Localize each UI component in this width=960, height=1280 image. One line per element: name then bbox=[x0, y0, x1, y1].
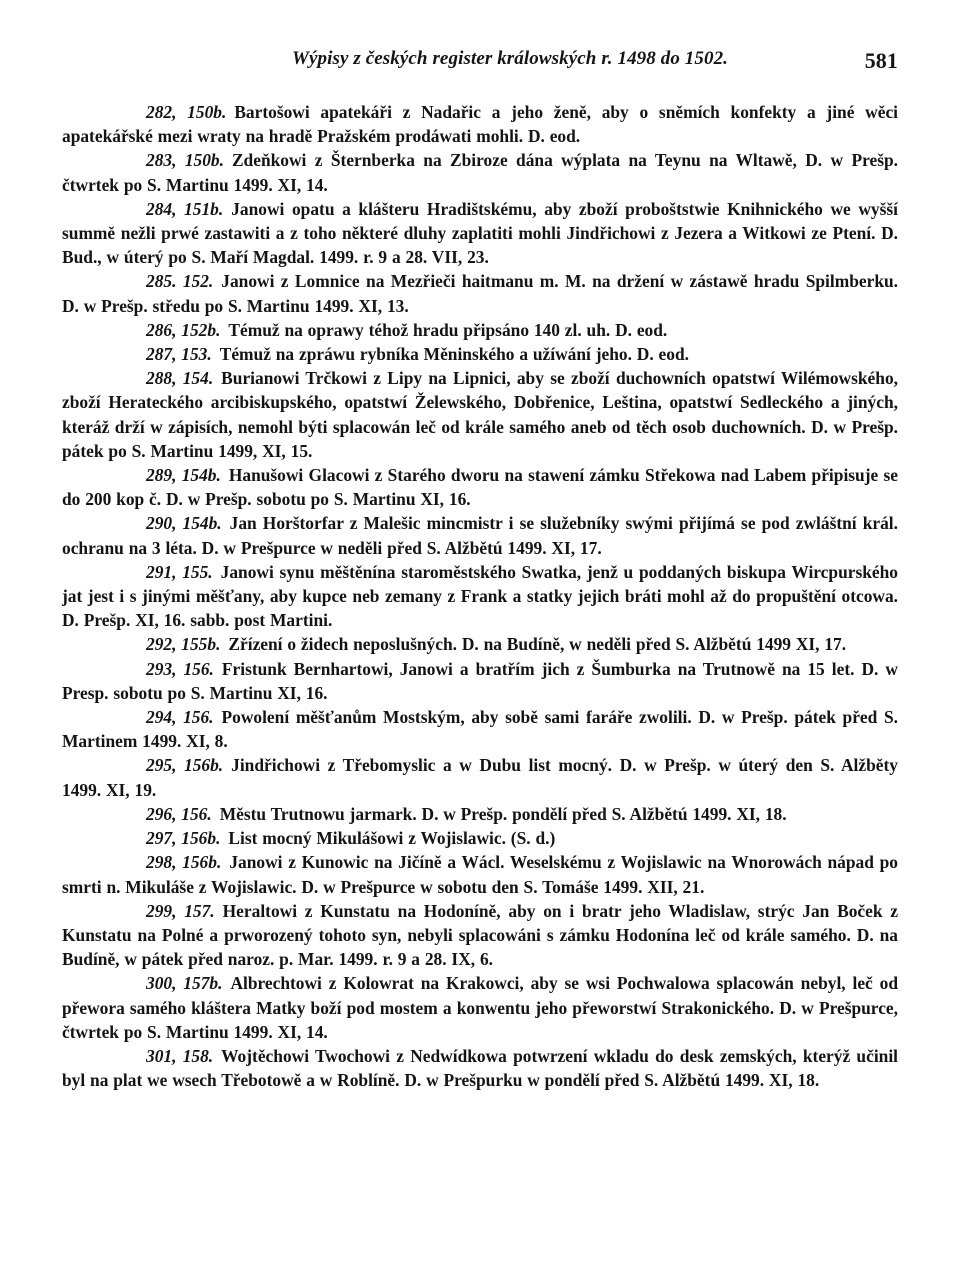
entry-reference: 287, 153. bbox=[146, 344, 212, 365]
entry-text: Powolení měšťanům Mostským, aby sobě sami faráře zwolili. D. w Prešp. pátek před S. Martinem 1499. XI, 8. bbox=[62, 707, 898, 752]
entry-reference: 298, 156b. bbox=[146, 852, 222, 873]
entry-text: Janowi synu měštěnína staroměstského Swatka, jenž u poddaných biskupa Wircpurského jat jest i s jinými měšťany, aby kupce neb zemany z Frank a statky jejich bráti mohl až do propuštění otcowa. D. Prešp. XI, 16. sabb. post Martini. bbox=[62, 561, 898, 631]
entry-text: Hanušowi Glacowi z Starého dworu na stawení zámku Střekowa nad Labem připisuje se do 200 kop č. D. w Prešp. sobotu po S. Martinu XI, 16. bbox=[62, 465, 898, 510]
entry-text: Fristunk Bernhartowi, Janowi a bratřím jich z Šumburka na Trutnowě na 15 let. D. w Presp. sobotu po S. Martinu XI, 16. bbox=[62, 658, 898, 703]
entry-text: Městu Trutnowu jarmark. D. w Prešp. pondělí před S. Alžbětú 1499. XI, 18. bbox=[219, 803, 787, 824]
register-entry bbox=[62, 318, 898, 342]
entry-reference: 293, 156. bbox=[146, 658, 214, 679]
entry-text: Janowi z Lomnice na Mezřieči haitmanu m. M. na držení w zástawě hradu Spilmberku. D. w Prešp. středu po S. Martinu 1499. XI, 13. bbox=[62, 271, 899, 316]
entry-text: Zřízení o židech neposlušných. D. na Budíně, w neděli před S. Alžbětú 1499 XI, 17. bbox=[228, 634, 847, 655]
entry-reference: 284, 151b. bbox=[146, 198, 224, 219]
register-entry bbox=[62, 753, 898, 801]
register-entry bbox=[62, 148, 898, 196]
register-entry bbox=[62, 899, 898, 972]
register-entry bbox=[62, 850, 898, 898]
entry-text: Heraltowi z Kunstatu na Hodoníně, aby on i bratr jeho Wladislaw, strýc Jan Boček z Kunstatu na Polné a prworozený tohoto syn, nebyli splacowáni s zámku Hodonína leč od krále samého. D. na Budíně, w pátek před naroz. p. Mar. 1499. r. 9 a 28. IX, 6. bbox=[62, 900, 899, 970]
register-entry bbox=[62, 511, 898, 559]
entry-reference: 290, 154b. bbox=[146, 513, 222, 534]
register-entry bbox=[62, 802, 898, 826]
entry-text: Janowi opatu a klášteru Hradištskému, aby zboží proboštstwie Knihnického we wyšší summě nežli prwé zastawiti a z toho některé dluhy zaplatiti mohli Jindřichowi z Jezera a Witkowi ze Ptení. D. Bud., w úterý po S. Maří Magdal. 1499. r. 9 a 28. VII, 23. bbox=[62, 198, 898, 268]
running-title: Wýpisy z českých register králowských r. 1498 do 1502. bbox=[291, 48, 729, 69]
entry-text: Jan Horštorfar z Malešic mincmistr i se služebníky swými přijímá se pod zwláštní král. ochranu na 3 léta. D. w Prešpurce w neděli před S. Alžbětú 1499. XI, 17. bbox=[62, 513, 898, 558]
entry-reference: 288, 154. bbox=[146, 368, 214, 389]
register-entry bbox=[62, 826, 898, 850]
entry-reference: 301, 158. bbox=[146, 1045, 214, 1066]
entry-text: Janowi z Kunowic na Jičíně a Wácl. Weselskému z Wojislawic na Wnorowách nápad po smrti n. Mikuláše z Wojislawic. D. w Prešpurce w sobotu den S. Tomáše 1499. XII, 21. bbox=[62, 852, 898, 897]
register-entry bbox=[62, 560, 898, 633]
register-entry bbox=[62, 463, 898, 511]
entry-text: Albrechtowi z Kolowrat na Krakowci, aby se wsi Pochwalowa splacowán nebyl, leč od přewora samého kláštera Matky boží pod mostem a konwentu jeho přeworstwí Strakonického. D. w Prešpurce, čtwrtek po S. Martinu 1499. XI, 14. bbox=[62, 973, 898, 1042]
entry-text: Bartošowi apatekáři z Nadařic a jeho ženě, aby o sněmích konfekty a jiné wěci apatekářské mezi wraty na hradě Pražském prodáwati mohli. D. eod. bbox=[62, 102, 898, 147]
entry-reference: 297, 156b. bbox=[146, 828, 221, 849]
entry-reference: 292, 155b. bbox=[146, 634, 221, 655]
entry-reference: 291, 155. bbox=[146, 561, 213, 582]
register-entry bbox=[62, 971, 898, 1044]
entry-text: List mocný Mikulášowi z Wojislawic. (S. d.) bbox=[228, 828, 556, 849]
entry-reference: 282, 150b. bbox=[146, 102, 227, 122]
register-entry bbox=[62, 657, 898, 705]
entry-text: Wojtěchowi Twochowi z Nedwídkowa potwrzení wkladu do desk zemských, kterýž učinil byl na plat we wsech Třebotowě a w Roblíně. D. w Prešpurku w pondělí před S. Alžbětú 1499. XI, 18. bbox=[62, 1045, 898, 1091]
entry-reference: 283, 150b. bbox=[146, 150, 224, 171]
register-entry bbox=[62, 100, 898, 148]
register-entries bbox=[62, 100, 898, 1092]
entry-reference: 296, 156. bbox=[146, 803, 212, 824]
register-entry bbox=[62, 366, 898, 463]
entry-reference: 295, 156b. bbox=[146, 755, 224, 776]
register-entry bbox=[62, 269, 898, 317]
entry-text: Témuž na oprawy téhož hradu připsáno 140 zl. uh. D. eod. bbox=[228, 319, 668, 340]
entry-reference: 286, 152b. bbox=[146, 319, 221, 340]
entry-reference: 294, 156. bbox=[146, 707, 214, 728]
entry-text: Zdeňkowi z Šternberka na Zbiroze dána wýplata na Teynu na Wltawě, D. w Prešp. čtwrtek po S. Martinu 1499. XI, 14. bbox=[62, 150, 898, 195]
entry-text: Témuž na zpráwu rybníka Měninského a užíwání jeho. D. eod. bbox=[219, 344, 689, 365]
register-entry bbox=[62, 1044, 898, 1092]
register-entry bbox=[62, 632, 898, 656]
register-entry bbox=[62, 342, 898, 366]
entry-text: Burianowi Trčkowi z Lipy na Lipnici, aby se zboží duchowních opatstwí Wilémowského, zboží Herateckého arcibiskupského, opatstwí Želewského, Dobřenice, Leština, opatstwí Sedleckého a jiných, kteráž drží w zápisích, nemohl býti splacowán leč od krále samého aneb od těch osob duchowních. D. w Prešp. pátek po S. Martinu 1499, XI, 15. bbox=[62, 368, 898, 461]
page-header bbox=[62, 46, 898, 80]
entry-reference: 285. 152. bbox=[146, 271, 214, 292]
entry-reference: 299, 157. bbox=[146, 900, 215, 921]
entry-reference: 289, 154b. bbox=[146, 465, 221, 486]
page-number: 581 bbox=[864, 48, 898, 73]
register-entry bbox=[62, 705, 898, 753]
entry-text: Jindřichowi z Třebomyslic a w Dubu list mocný. D. w Prešp. w úterý den S. Alžběty 1499. XI, 19. bbox=[62, 755, 898, 800]
entry-reference: 300, 157b. bbox=[146, 973, 223, 994]
register-entry bbox=[62, 197, 898, 270]
